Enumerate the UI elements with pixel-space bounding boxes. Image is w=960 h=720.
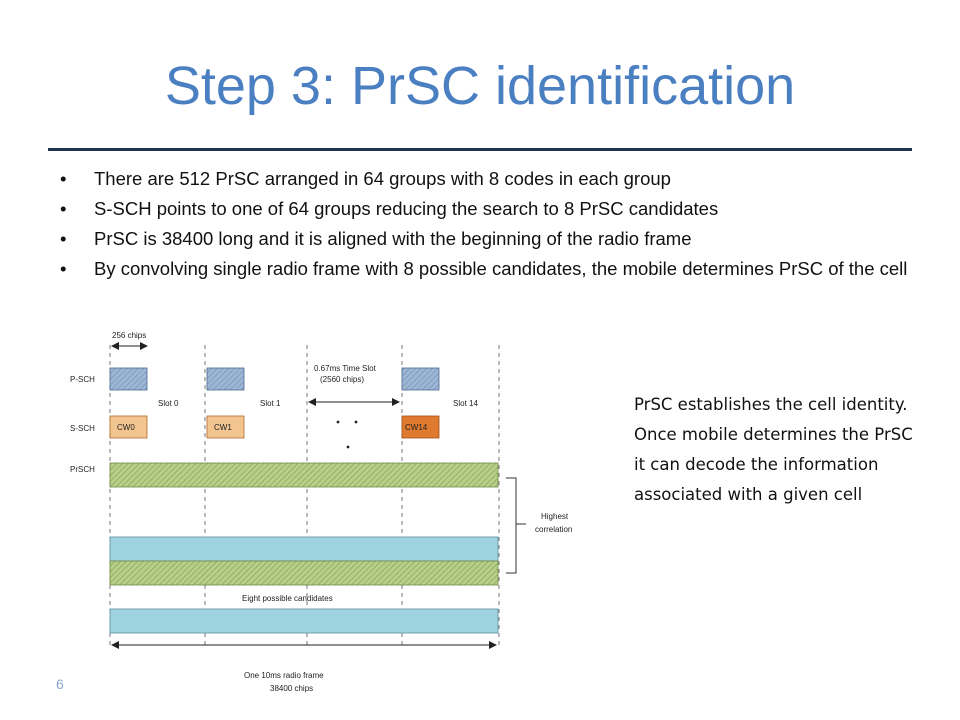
frame-chips-label: 38400 chips — [270, 684, 314, 693]
timeslot-label: 0.67ms Time Slot — [314, 364, 376, 373]
candidates-label: Eight possible candidates — [242, 594, 333, 603]
ellipsis-dot — [337, 421, 340, 424]
bullet-item: • PrSC is 38400 long and it is aligned with the beginning of the radio frame — [60, 228, 920, 250]
bullet-list — [60, 168, 920, 288]
row-label-ssch: S-SCH — [70, 424, 95, 433]
chips-label: 256 chips — [112, 331, 147, 340]
bullet-item: • There are 512 PrSC arranged in 64 groups with 8 codes in each group — [60, 168, 920, 190]
prsch-bar — [110, 463, 498, 487]
highest-label: Highest — [541, 512, 569, 521]
correlation-label: correlation — [535, 525, 573, 534]
bullet-item: • S-SCH points to one of 64 groups reducing the search to 8 PrSC candidates — [60, 198, 920, 220]
row-label-prsch: PrSCH — [70, 465, 95, 474]
page-number: 6 — [56, 676, 64, 692]
slot-label: Slot 0 — [158, 399, 179, 408]
slot-label: Slot 1 — [260, 399, 281, 408]
note-text: PrSC establishes the cell identity. Once mobile determines the PrSC it can decode the information associated with a given cell — [634, 395, 913, 504]
ellipsis-dot — [347, 446, 350, 449]
ellipsis-dot — [355, 421, 358, 424]
codeword-label: CW14 — [405, 423, 428, 432]
psch-block — [207, 368, 244, 390]
codeword-label: CW1 — [214, 423, 232, 432]
title-divider — [48, 148, 912, 151]
codeword-label: CW0 — [117, 423, 135, 432]
psch-block — [110, 368, 147, 390]
slide-title: Step 3: PrSC identification — [164, 56, 796, 116]
timeslot-chips-label: (2560 chips) — [320, 375, 365, 384]
row-label-psch: P-SCH — [70, 375, 95, 384]
slot-label: Slot 14 — [453, 399, 478, 408]
candidate-bar — [110, 537, 498, 561]
frame-structure-diagram — [70, 320, 610, 700]
psch-block — [402, 368, 439, 390]
candidate-bar — [110, 609, 498, 633]
frame-label: One 10ms radio frame — [244, 671, 324, 680]
candidate-bar — [110, 561, 498, 585]
bullet-item: • By convolving single radio frame with 8 possible candidates, the mobile determines PrSC of the cell — [60, 258, 920, 280]
correlation-bracket — [506, 478, 516, 573]
